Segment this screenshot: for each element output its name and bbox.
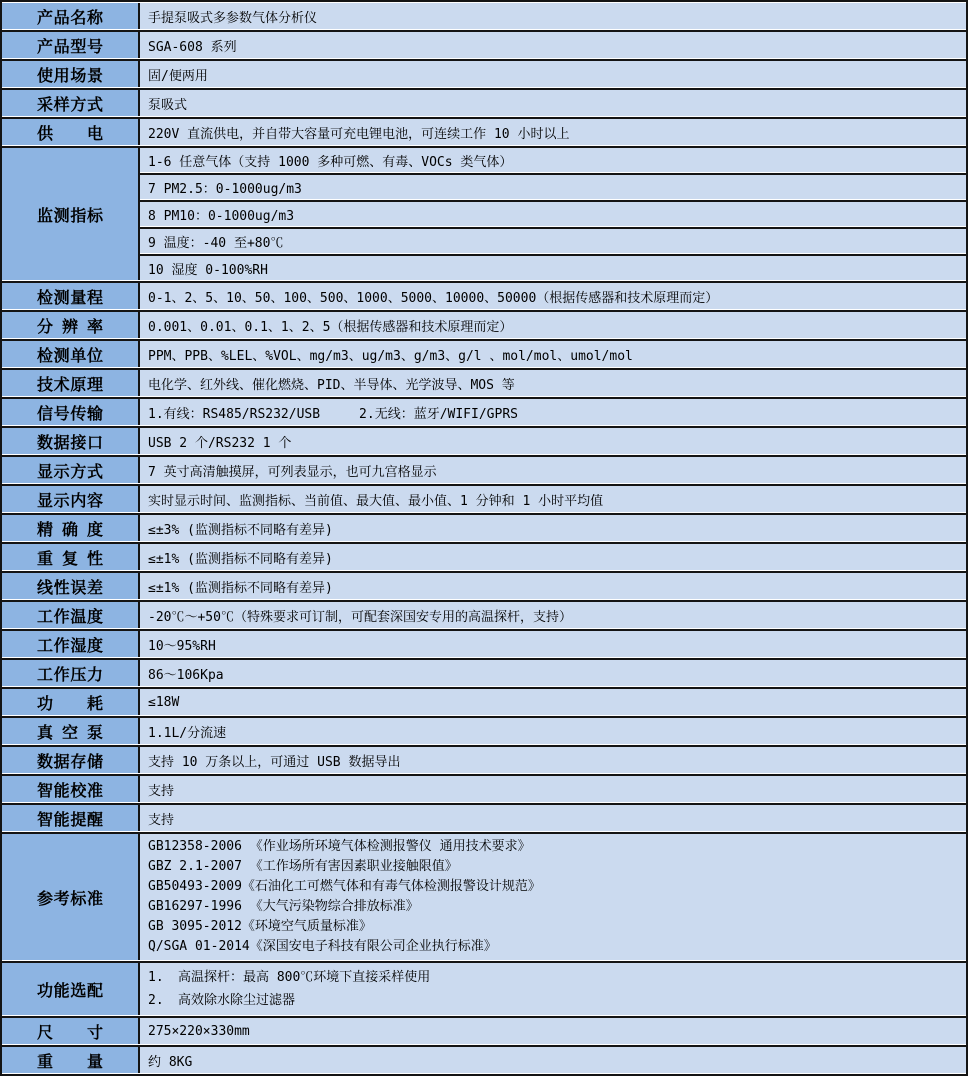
label-text: 重量: [37, 1053, 103, 1071]
spec-value-signal: 1.有线：RS485/RS232/USB 2.无线：蓝牙/WIFI/GPRS: [140, 397, 966, 425]
label-text: 产品名称: [37, 9, 103, 27]
label-text: 数据接口: [37, 434, 103, 452]
table-row: [2, 571, 966, 599]
spec-label-vacuum-pump: [2, 716, 140, 744]
spec-label-work-temp: [2, 600, 140, 628]
spec-value-data-storage: 支持 10 万条以上，可通过 USB 数据导出: [140, 745, 966, 773]
label-text: 技术原理: [37, 376, 103, 394]
table-row: [2, 774, 966, 802]
label-text: 工作压力: [37, 666, 103, 684]
table-row: [2, 629, 966, 657]
table-row: [2, 227, 966, 253]
spec-value-standards: [140, 832, 966, 960]
standard-line: GB12358-2006 《作业场所环境气体检测报警仪 通用技术要求》: [148, 839, 531, 854]
spec-value-dimensions: 275×220×330mm: [140, 1016, 966, 1044]
spec-label-power: [2, 117, 140, 145]
table-row: [2, 397, 966, 425]
spec-value-sampling: 泵吸式: [140, 88, 966, 116]
standard-line: GB16297-1996 《大气污染物综合排放标准》: [148, 899, 419, 914]
spec-value-consumption: ≤18W: [140, 687, 966, 715]
spec-label-accuracy: [2, 513, 140, 541]
spec-value-work-humidity: 10～95%RH: [140, 629, 966, 657]
spec-label-data-storage: [2, 745, 140, 773]
table-row: [2, 716, 966, 744]
spec-label-range: [2, 281, 140, 309]
spec-label-linearity: [2, 571, 140, 599]
label-text: 真空泵: [37, 724, 103, 742]
table-row: [2, 600, 966, 628]
spec-value-smart-reminder: 支持: [140, 803, 966, 831]
spec-label-standards: [2, 832, 140, 960]
label-text: 精确度: [37, 521, 103, 539]
label-text: 产品型号: [37, 38, 103, 56]
label-text: 使用场景: [37, 67, 103, 85]
spec-label-smart-calibration: [2, 774, 140, 802]
table-row: [2, 30, 966, 58]
spec-label-sampling: [2, 88, 140, 116]
label-text: 功耗: [37, 695, 103, 713]
standard-line: GB 3095-2012《环境空气质量标准》: [148, 919, 372, 934]
table-row: [2, 254, 966, 280]
option-text: 高效除水除尘过滤器: [178, 993, 296, 1008]
label-text: 检测量程: [37, 289, 103, 307]
spec-label-consumption: [2, 687, 140, 715]
spec-value-power: 220V 直流供电，并自带大容量可充电锂电池，可连续工作 10 小时以上: [140, 117, 966, 145]
table-row: [2, 542, 966, 570]
table-row: [2, 59, 966, 87]
label-text: 智能提醒: [37, 811, 103, 829]
spec-value-usage-scene: 固/便两用: [140, 59, 966, 87]
table-row: [2, 687, 966, 715]
label-text: 重复性: [37, 550, 103, 568]
option-line: [148, 966, 958, 989]
spec-value-principle: 电化学、红外线、催化燃烧、PID、半导体、光学波导、MOS 等: [140, 368, 966, 396]
spec-label-monitoring: [2, 146, 140, 280]
label-text: 分辨率: [37, 318, 103, 336]
table-row: [2, 281, 966, 309]
spec-label-options: [2, 961, 140, 1015]
table-row: [2, 484, 966, 512]
label-text: 参考标准: [37, 890, 103, 908]
spec-value-vacuum-pump: 1.1L/分流速: [140, 716, 966, 744]
spec-value-monitoring-4: 9 温度：-40 至+80℃: [140, 227, 966, 253]
table-row: [2, 455, 966, 483]
spec-value-product-name: 手提泵吸式多参数气体分析仪: [140, 3, 966, 29]
table-row: [2, 88, 966, 116]
table-row: [2, 173, 966, 199]
label-text: 工作湿度: [37, 637, 103, 655]
table-row: [2, 200, 966, 226]
option-line: [148, 989, 958, 1012]
spec-label-resolution: [2, 310, 140, 338]
table-row: [2, 117, 966, 145]
spec-value-resolution: 0.001、0.01、0.1、1、2、5（根据传感器和技术原理而定）: [140, 310, 966, 338]
table-row: [2, 513, 966, 541]
standard-line: GB50493-2009《石油化工可燃气体和有毒气体检测报警设计规范》: [148, 879, 541, 894]
spec-value-options: [140, 961, 966, 1015]
spec-value-display-content: 实时显示时间、监测指标、当前值、最大值、最小值、1 分钟和 1 小时平均值: [140, 484, 966, 512]
spec-value-weight: 约 8KG: [140, 1045, 966, 1073]
label-text: 尺寸: [37, 1024, 103, 1042]
spec-value-data-port: USB 2 个/RS232 1 个: [140, 426, 966, 454]
label-text: 采样方式: [37, 96, 103, 114]
table-row: [2, 426, 966, 454]
label-text: 功能选配: [37, 982, 103, 1000]
standard-line: GBZ 2.1-2007 《工作场所有害因素职业接触限值》: [148, 859, 458, 874]
spec-label-model: [2, 30, 140, 58]
spec-label-units: [2, 339, 140, 367]
spec-label-smart-reminder: [2, 803, 140, 831]
table-row: [2, 368, 966, 396]
spec-label-weight: [2, 1045, 140, 1073]
spec-value-display-mode: 7 英寸高清触摸屏，可列表显示，也可九宫格显示: [140, 455, 966, 483]
label-text: 数据存储: [37, 753, 103, 771]
spec-value-monitoring-5: 10 湿度 0-100%RH: [140, 254, 966, 280]
table-row: [2, 146, 966, 172]
spec-value-range: 0-1、2、5、10、50、100、500、1000、5000、10000、50000（根据传感器和技术原理而定）: [140, 281, 966, 309]
label-text: 供电: [37, 125, 103, 143]
standard-line: Q/SGA 01-2014《深国安电子科技有限公司企业执行标准》: [148, 939, 497, 954]
spec-value-repeatability: ≤±1% (监测指标不同略有差异): [140, 542, 966, 570]
spec-label-dimensions: [2, 1016, 140, 1044]
spec-value-monitoring-1: 1-6 任意气体（支持 1000 多种可燃、有毒、VOCs 类气体）: [140, 146, 966, 172]
table-row: [2, 339, 966, 367]
label-text: 线性误差: [37, 579, 103, 597]
table-row: [2, 745, 966, 773]
spec-label-product-name: [2, 3, 140, 29]
spec-value-monitoring-2: 7 PM2.5：0-1000ug/m3: [140, 173, 966, 199]
spec-label-principle: [2, 368, 140, 396]
table-row: [2, 832, 966, 960]
label-text: 显示内容: [37, 492, 103, 510]
spec-label-signal: [2, 397, 140, 425]
spec-label-work-humidity: [2, 629, 140, 657]
label-text: 智能校准: [37, 782, 103, 800]
spec-value-model: SGA-608 系列: [140, 30, 966, 58]
spec-value-smart-calibration: 支持: [140, 774, 966, 802]
spec-value-accuracy: ≤±3% (监测指标不同略有差异): [140, 513, 966, 541]
spec-value-linearity: ≤±1% (监测指标不同略有差异): [140, 571, 966, 599]
spec-label-display-content: [2, 484, 140, 512]
table-row: [2, 961, 966, 1015]
table-row: [2, 310, 966, 338]
table-row: [2, 1045, 966, 1073]
spec-value-units: PPM、PPB、%LEL、%VOL、mg/m3、ug/m3、g/m3、g/l 、mol/mol、umol/mol: [140, 339, 966, 367]
label-text: 显示方式: [37, 463, 103, 481]
spec-value-work-pressure: 86～106Kpa: [140, 658, 966, 686]
label-text: 信号传输: [37, 405, 103, 423]
table-row: [2, 658, 966, 686]
label-text: 监测指标: [37, 207, 103, 225]
spec-value-monitoring-3: 8 PM10：0-1000ug/m3: [140, 200, 966, 226]
table-row: [2, 3, 966, 29]
option-number: 2.: [148, 993, 164, 1008]
spec-label-work-pressure: [2, 658, 140, 686]
spec-label-data-port: [2, 426, 140, 454]
option-number: 1.: [148, 970, 164, 985]
spec-label-display-mode: [2, 455, 140, 483]
spec-value-work-temp: -20℃～+50℃（特殊要求可订制，可配套深国安专用的高温探杆，支持）: [140, 600, 966, 628]
table-row: [2, 803, 966, 831]
label-text: 工作温度: [37, 608, 103, 626]
spec-label-usage-scene: [2, 59, 140, 87]
label-text: 检测单位: [37, 347, 103, 365]
spec-label-repeatability: [2, 542, 140, 570]
table-row: [2, 1016, 966, 1044]
option-text: 高温探杆：最高 800℃环境下直接采样使用: [178, 970, 431, 985]
